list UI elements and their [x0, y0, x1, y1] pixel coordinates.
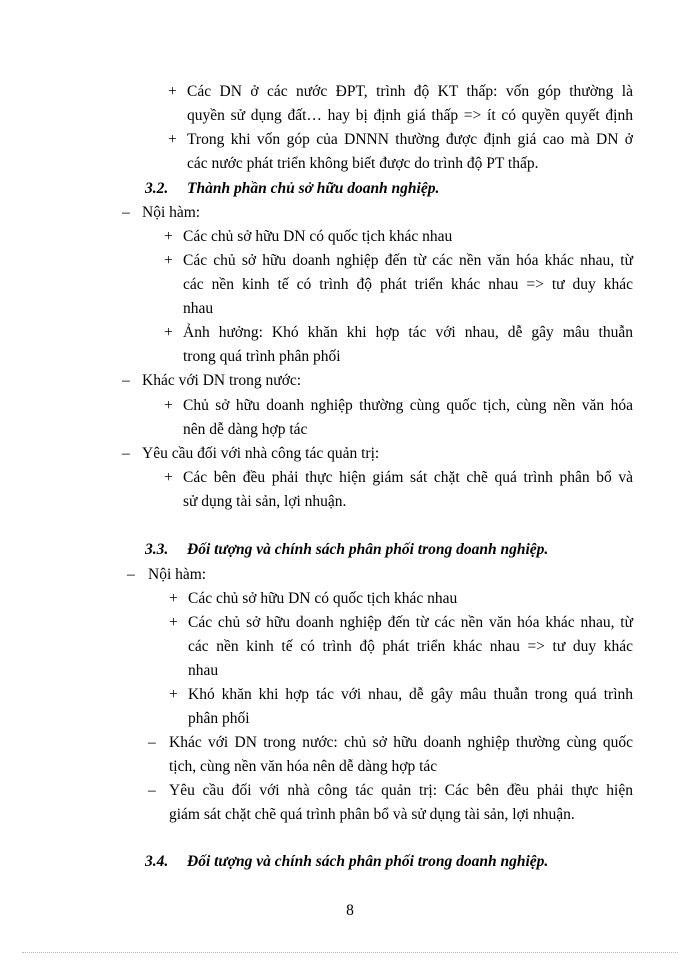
- text-line: các nền kinh tế có trình độ phát triển khác nhau => tư duy khác: [188, 638, 633, 655]
- section-number: 3.4.: [145, 853, 169, 870]
- text-line: Ảnh hưởng: Khó khăn khi hợp tác với nhau, dễ gây mâu thuẫn: [183, 324, 633, 341]
- text-line: Các chủ sở hữu DN có quốc tịch khác nhau: [183, 228, 453, 245]
- text-line: Yêu cầu đối với nhà công tác quản trị: Các bên đều phải thực hiện: [169, 782, 633, 799]
- text-line: Chủ sở hữu doanh nghiệp thường cùng quốc tịch, cùng nền văn hóa: [183, 397, 633, 414]
- dash-bullet: –: [122, 445, 130, 462]
- text-line: Trong khi vốn góp của DNNN thường được định giá cao mà DN ở: [187, 131, 633, 148]
- text-line: Các chủ sở hữu doanh nghiệp đến từ các nền văn hóa khác nhau, từ: [188, 614, 633, 631]
- section-title: Đối tượng và chính sách phân phối trong doanh nghiệp.: [187, 853, 549, 870]
- dash-bullet: –: [127, 566, 135, 583]
- text-line: nhau: [183, 300, 214, 317]
- page-number: 8: [346, 902, 354, 919]
- text-line: các nền kinh tế có trình độ phát triển khác nhau => tư duy khác: [183, 276, 633, 293]
- plus-bullet: +: [164, 397, 173, 414]
- section-heading-3-2: [145, 180, 439, 198]
- plus-bullet: +: [169, 614, 178, 631]
- text-line: Các chủ sở hữu doanh nghiệp đến từ các nền văn hóa khác nhau, từ: [183, 252, 633, 269]
- plus-bullet: +: [168, 131, 177, 148]
- text-line: quyền sử dụng đất… hay bị định giá thấp => ít có quyền quyết định: [187, 107, 633, 124]
- text-line: các nước phát triển không biết được do trình độ PT thấp.: [187, 155, 539, 172]
- section-title: Đối tượng và chính sách phân phối trong doanh nghiệp.: [187, 541, 549, 558]
- text-line: Các chủ sở hữu DN có quốc tịch khác nhau: [188, 590, 458, 607]
- list-label: Yêu cầu đối với nhà công tác quản trị:: [142, 445, 380, 462]
- list-label: Nội hàm:: [148, 566, 207, 583]
- section-title: Thành phần chủ sở hữu doanh nghiệp.: [187, 180, 440, 197]
- dash-bullet: –: [148, 782, 156, 799]
- plus-bullet: +: [164, 252, 173, 269]
- plus-bullet: +: [168, 83, 177, 100]
- list-label: Khác với DN trong nước:: [142, 372, 302, 389]
- text-line: Các bên đều phải thực hiện giám sát chặt chẽ quá trình phân bổ và: [183, 469, 633, 486]
- text-line: trong quá trình phân phối: [183, 348, 341, 365]
- text-line: sử dụng tài sản, lợi nhuận.: [183, 493, 347, 510]
- section-heading-3-4: [145, 853, 548, 871]
- text-line: nhau: [188, 662, 219, 679]
- text-line: Khác với DN trong nước: chủ sở hữu doanh nghiệp thường cùng quốc: [169, 734, 633, 751]
- plus-bullet: +: [164, 469, 173, 486]
- plus-bullet: +: [164, 324, 173, 341]
- text-line: giám sát chặt chẽ quá trình phân bổ và sử dụng tài sản, lợi nhuận.: [169, 806, 575, 823]
- section-heading-3-3: [145, 541, 548, 559]
- page-bottom-border: [22, 952, 678, 953]
- plus-bullet: +: [164, 228, 173, 245]
- text-line: Các DN ở các nước ĐPT, trình độ KT thấp: vốn góp thường là: [187, 83, 633, 100]
- section-number: 3.2.: [145, 180, 169, 197]
- text-line: nên dễ dàng hợp tác: [183, 421, 308, 438]
- dash-bullet: –: [148, 734, 156, 751]
- text-line: Khó khăn khi hợp tác với nhau, dễ gây mâu thuẫn trong quá trình: [188, 686, 633, 703]
- dash-bullet: –: [122, 372, 130, 389]
- section-number: 3.3.: [145, 541, 169, 558]
- text-line: tịch, cùng nền văn hóa nên dễ dàng hợp tác: [169, 758, 438, 775]
- list-label: Nội hàm:: [142, 204, 201, 221]
- plus-bullet: +: [169, 590, 178, 607]
- dash-bullet: –: [122, 204, 130, 221]
- plus-bullet: +: [169, 686, 178, 703]
- text-line: phân phối: [188, 710, 250, 727]
